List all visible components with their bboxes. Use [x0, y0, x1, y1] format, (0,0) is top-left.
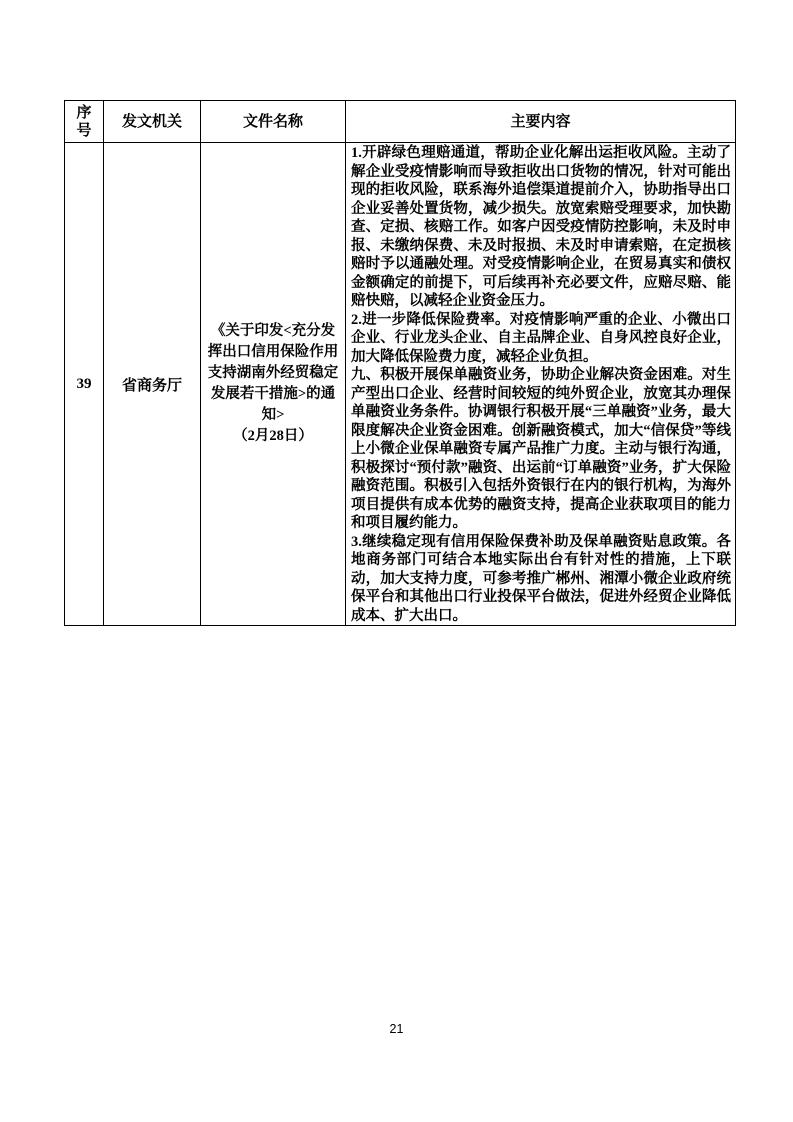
cell-file-name	[201, 143, 346, 626]
documents-table	[64, 100, 736, 626]
cell-serial-number: 39	[65, 143, 104, 626]
header-serial-number: 序号	[65, 101, 104, 143]
cell-issuing-agency: 省商务厅	[104, 143, 201, 626]
content-paragraph-4: 3.继续稳定现有信用保险保费补助及保单融资贴息政策。各地商务部门可结合本地实际出台有针对性的措施，上下联动，加大支持力度，可参考推广郴州、湘潭小微企业政府统保平台和其他出口行业投保平台做法，促进外经贸企业降低成本、扩大出口。	[351, 533, 731, 624]
page-number: 21	[389, 1022, 404, 1036]
file-date-text: （2月28日）	[233, 428, 313, 444]
table-row	[65, 143, 736, 626]
header-main-content: 主要内容	[346, 101, 736, 143]
content-paragraph-2: 2.进一步降低保险费率。对疫情影响严重的企业、小微出口企业、行业龙头企业、自主品牌企业、自身风控良好企业，加大降低保险费力度，减轻企业负担。	[351, 311, 731, 365]
file-name-text: 《关于印发<充分发挥出口信用保险作用 支持湖南外经贸稳定发展若干措施>的通知>	[207, 323, 339, 423]
header-file-name: 文件名称	[201, 101, 346, 143]
header-issuing-agency: 发文机关	[104, 101, 201, 143]
content-paragraph-3: 九、积极开展保单融资业务，协助企业解决资金困难。对生产型出口企业、经营时间较短的纯外贸企业，放宽其办理保单融资业务条件。协调银行积极开展“三单融资”业务，最大限度解决企业资金困难。创新融资模式，加大“信保贷”等线上小微企业保单融资专属产品推广力度。主动与银行沟通，积极探讨“预付款”融资、出运前“订单融资”业务，扩大保险融资范围。积极引入包括外资银行在内的银行机构，为海外项目提供有成本优势的融资支持，提高企业获取项目的能力和项目履约能力。	[351, 367, 731, 531]
content-paragraph-1: 1.开辟绿色理赔通道，帮助企业化解出运拒收风险。主动了解企业受疫情影响而导致拒收出口货物的情况，针对可能出现的拒收风险，联系海外追偿渠道提前介入，协助指导出口企业妥善处置货物，减少损失。放宽索赔受理要求，加快勘查、定损、核赔工作。如客户因受疫情防控影响，未及时申报、未缴纳保费、未及时报损、未及时申请索赔，在定损核赔时予以通融处理。对受疫情影响企业，在贸易真实和债权金额确定的前提下，可后续再补充必要文件，应赔尽赔、能赔快赔，以减轻企业资金压力。	[351, 145, 731, 309]
table-header-row	[65, 101, 736, 143]
cell-main-content	[346, 143, 736, 626]
